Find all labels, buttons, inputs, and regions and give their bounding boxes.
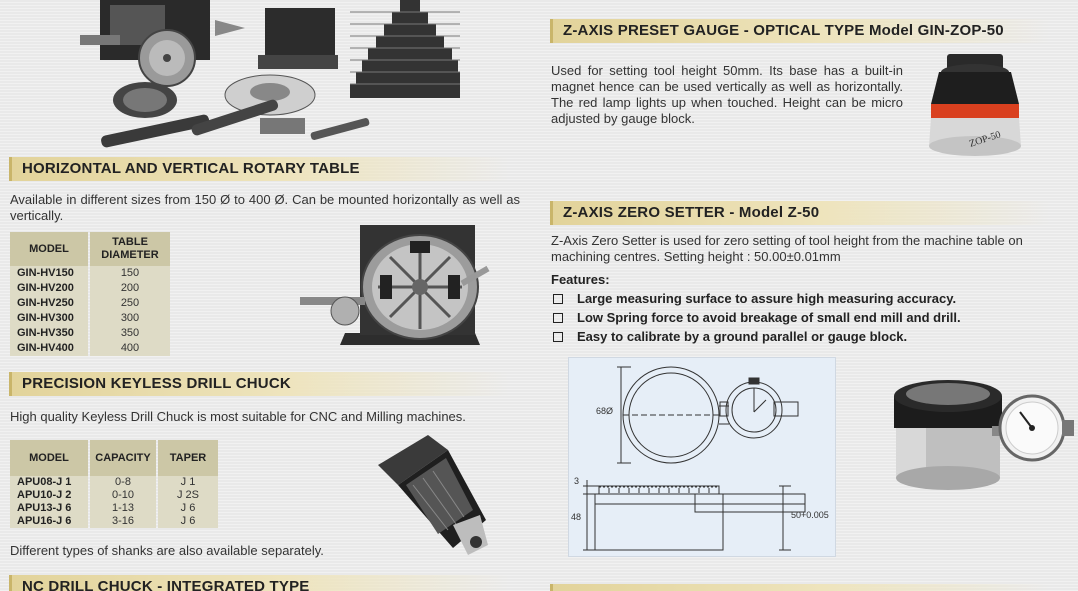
- table-cell: J 1: [158, 476, 218, 489]
- zero-setter-title-model: - Model Z-50: [729, 204, 820, 221]
- table-cell: 400: [90, 341, 170, 356]
- zero-setter-title-main: Z-AXIS ZERO SETTER: [563, 204, 725, 221]
- table-header: TABLE DIAMETER: [90, 232, 170, 266]
- drill-chuck-title: PRECISION KEYLESS DRILL CHUCK: [9, 372, 509, 396]
- table-cell: 1-13: [90, 502, 156, 515]
- setting-height-dimension-label: 50+0.005: [791, 510, 829, 520]
- checkbox-icon: [553, 313, 563, 323]
- rotary-table-description: Available in different sizes from 150 Ø to 400 Ø. Can be mounted horizontally as well as vertically.: [10, 192, 520, 223]
- table-row: [10, 489, 218, 502]
- table-row: [10, 281, 170, 296]
- table-cell: J 6: [158, 515, 218, 528]
- table-header: MODEL: [10, 440, 88, 476]
- table-header: TAPER: [158, 440, 218, 476]
- table-cell: APU13-J 6: [10, 502, 88, 515]
- table-cell: GIN-HV350: [10, 326, 88, 341]
- rotary-table-image: [300, 215, 495, 355]
- checkbox-icon: [553, 332, 563, 342]
- table-row: [10, 476, 218, 489]
- feature-text: Low Spring force to avoid breakage of small end mill and drill.: [577, 310, 961, 325]
- table-cell: J 6: [158, 502, 218, 515]
- rotary-table-title: HORIZONTAL AND VERTICAL ROTARY TABLE: [9, 157, 509, 181]
- drill-chuck-spec-table: [8, 440, 220, 528]
- drill-chuck-footer-note: Different types of shanks are also available separately.: [10, 543, 324, 558]
- table-row: [10, 502, 218, 515]
- drill-chuck-image: [368, 430, 493, 558]
- zero-setter-image: [892, 376, 1074, 494]
- top-thickness-dimension-label: 3: [574, 476, 580, 486]
- table-header: MODEL: [10, 232, 88, 266]
- preset-gauge-title-main: Z-AXIS PRESET GAUGE - OPTICAL TYPE: [563, 22, 865, 39]
- table-cell: 300: [90, 311, 170, 326]
- body-height-dimension-label: 48: [571, 512, 582, 522]
- table-cell: GIN-HV200: [10, 281, 88, 296]
- table-cell: 350: [90, 326, 170, 341]
- dividing-head-image: [70, 0, 460, 148]
- checkbox-icon: [553, 294, 563, 304]
- preset-gauge-title-model: Model GIN-ZOP-50: [868, 22, 1004, 39]
- diameter-dimension-label: 68Ø: [596, 406, 614, 416]
- bottom-right-section-banner: [550, 584, 1050, 591]
- table-cell: GIN-HV150: [10, 266, 88, 281]
- table-cell: APU16-J 6: [10, 515, 88, 528]
- table-row: [10, 326, 170, 341]
- table-cell: J 2S: [158, 489, 218, 502]
- feature-item: [553, 289, 956, 308]
- zero-setter-technical-drawing: [568, 357, 836, 557]
- table-cell: GIN-HV250: [10, 296, 88, 311]
- table-row: [10, 341, 170, 356]
- preset-gauge-title: [550, 19, 1050, 43]
- preset-gauge-image: [925, 50, 1025, 162]
- table-row: [10, 311, 170, 326]
- drill-chuck-description: High quality Keyless Drill Chuck is most suitable for CNC and Milling machines.: [10, 409, 466, 424]
- table-cell: 0-10: [90, 489, 156, 502]
- rotary-table-spec-table: [8, 232, 172, 356]
- table-row: [10, 296, 170, 311]
- table-cell: 250: [90, 296, 170, 311]
- feature-item: [553, 327, 907, 346]
- table-cell: 3-16: [90, 515, 156, 528]
- preset-gauge-description: Used for setting tool height 50mm. Its base has a built-in magnet hence can be used vertically as well as horizontally. The red lamp lights up when touched. Height can be micro adjusted by gauge block.: [551, 63, 903, 126]
- preset-gauge-label: ZOP-50: [968, 129, 1003, 150]
- table-cell: GIN-HV400: [10, 341, 88, 356]
- zero-setter-description: Z-Axis Zero Setter is used for zero setting of tool height from the machine table on machining centres. Setting height : 50.00±0.01mm: [551, 233, 1023, 264]
- table-cell: APU10-J 2: [10, 489, 88, 502]
- table-header: CAPACITY: [90, 440, 156, 476]
- table-cell: 0-8: [90, 476, 156, 489]
- table-cell: 200: [90, 281, 170, 296]
- feature-text: Easy to calibrate by a ground parallel or gauge block.: [577, 329, 908, 344]
- feature-text: Large measuring surface to assure high measuring accuracy.: [577, 291, 957, 306]
- table-row: [10, 515, 218, 528]
- feature-item: [553, 308, 961, 327]
- nc-chuck-title: NC DRILL CHUCK - INTEGRATED TYPE: [9, 575, 509, 591]
- features-label: Features:: [551, 272, 610, 287]
- zero-setter-title: [550, 201, 1050, 225]
- table-cell: GIN-HV300: [10, 311, 88, 326]
- table-row: [10, 266, 170, 281]
- table-cell: 150: [90, 266, 170, 281]
- table-cell: APU08-J 1: [10, 476, 88, 489]
